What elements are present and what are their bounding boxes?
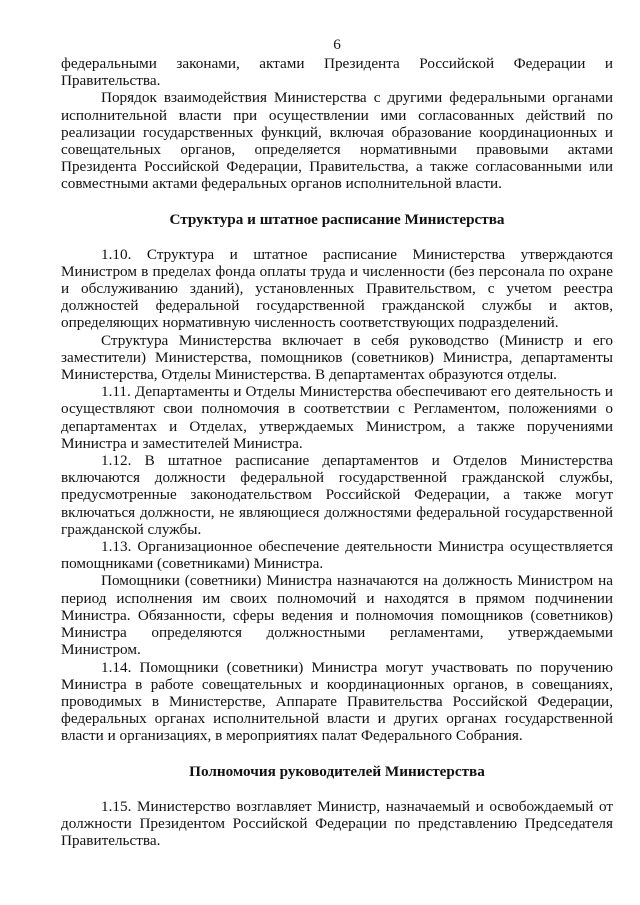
paragraph: Структура Министерства включает в себя руководство (Министр и его заместители) Министерства, помощников (советников) Министра, департаменты Министерства, Отделы Министерства. В департаментах образуются отделы. — [61, 331, 613, 384]
section-heading: Структура и штатное расписание Министерства — [169, 210, 505, 228]
paragraph: Порядок взаимодействия Министерства с другими федеральными органами исполнительной власти при осуществлении ими согласованных действий по реализации государственных функций, включая образование координационных и совещательных органов, определяется нормативными правовыми актами Президента Российской Федерации, Правительства, а также согласованными или совместными актами федеральных органов исполнительной власти. — [61, 89, 613, 193]
paragraph: 1.13. Организационное обеспечение деятельности Министра осуществляется помощниками (советниками) Министра. — [61, 538, 613, 573]
page-number: 6 — [333, 36, 341, 53]
paragraph: 1.11. Департаменты и Отделы Министерства обеспечивают его деятельность и осуществляют свои полномочия в соответствии с Регламентом, положениями о департаментах и Отделах, утверждаемых Министром, а также поручениями Министра и заместителей Министра. — [61, 383, 613, 452]
paragraph: 1.14. Помощники (советники) Министра могут участвовать по поручению Министра в работе совещательных и координационных органов, в совещаниях, проводимых в Министерстве, Аппарате Правительства Российской Федерации, федеральных органах исполнительной власти и других органах государственной власти и организациях, в мероприятиях палат Федерального Собрания. — [61, 658, 613, 745]
paragraph: 1.10. Структура и штатное расписание Министерства утверждаются Министром в пределах фонда оплаты труда и численности (без персонала по охране и обслуживанию зданий), установленных Правительством, с учетом реестра должностей федеральной государственной гражданской службы и актов, определяющих нормативную численность соответствующих подразделений. — [61, 245, 613, 332]
paragraph: 1.12. В штатное расписание департаментов и Отделов Министерства включаются должности федеральной государственной гражданской службы, предусмотренные законодательством Российской Федерации, а также могут включаться должности, не являющиеся должностями федеральной государственной гражданской службы. — [61, 452, 613, 538]
section-heading: Полномочия руководителей Министерства — [189, 762, 485, 780]
paragraph: федеральными законами, актами Президента Российской Федерации и Правительства. — [61, 55, 613, 90]
document-page — [61, 36, 613, 849]
paragraph: 1.15. Министерство возглавляет Министр, назначаемый и освобождаемый от должности Президентом Российской Федерации по представлению Председателя Правительства. — [61, 797, 613, 849]
paragraph: Помощники (советники) Министра назначаются на должность Министром на период исполнения им своих полномочий и находятся в прямом подчинении Министра. Обязанности, сферы ведения и полномочия помощников (советников) Министра определяются должностными регламентами, утверждаемыми Министром. — [61, 572, 613, 659]
